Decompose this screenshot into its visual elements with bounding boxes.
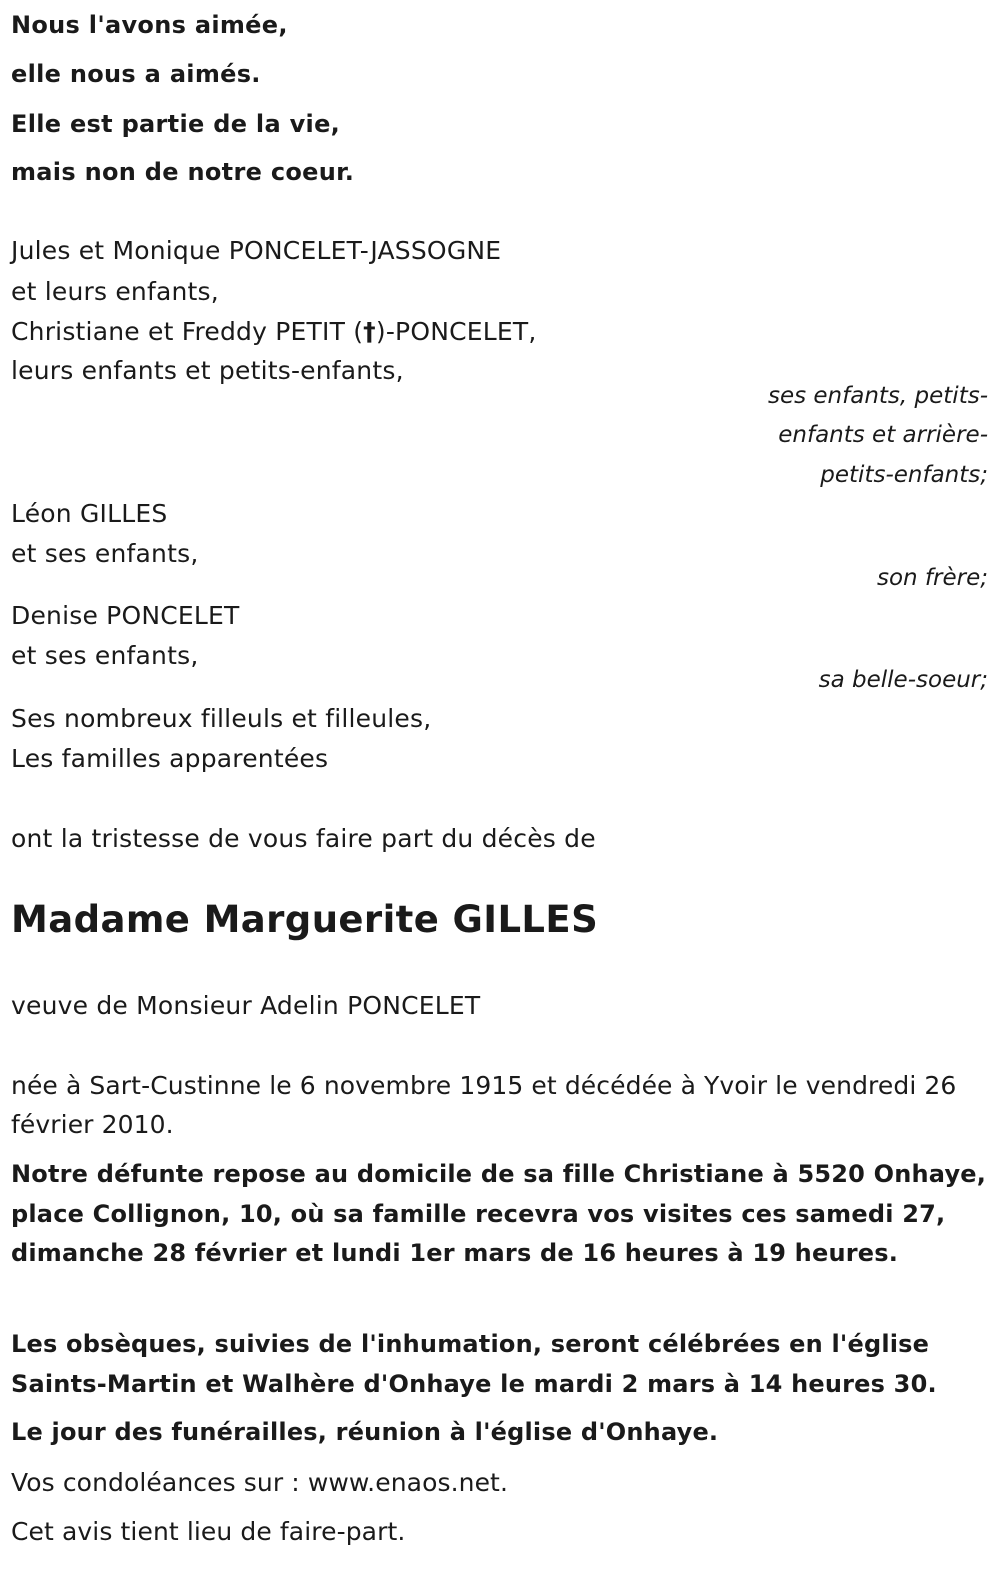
family-3-line-1: Denise PONCELET [11, 601, 240, 630]
family-3-relation: sa belle-soeur; [818, 667, 988, 693]
family-2-line-2: et ses enfants, [11, 539, 199, 568]
family-1-line-3 [11, 317, 537, 347]
poem-line-4: mais non de notre coeur. [11, 158, 355, 186]
deceased-name: Madame Marguerite GILLES [11, 898, 599, 941]
announcement-text: ont la tristesse de vous faire part du décès de [11, 824, 596, 853]
funeral-text: Les obsèques, suivies de l'inhumation, seront célébrées en l'église Saints-Martin et Walhère d'Onhaye le mardi 2 mars à 14 heures 30. [11, 1330, 937, 1398]
poem-line-3: Elle est partie de la vie, [11, 110, 341, 138]
family-4-line-2: Les familles apparentées [11, 744, 329, 773]
family-1-line-3-before: Christiane et Freddy PETIT ( [11, 317, 364, 346]
notice-text: Cet avis tient lieu de faire-part. [11, 1517, 406, 1546]
family-2-relation: son frère; [876, 565, 988, 591]
family-1-relation-line-1: ses enfants, petits- [767, 383, 988, 409]
family-1-line-3-after: )-PONCELET, [375, 317, 537, 346]
family-1-relation-line-3: petits-enfants; [820, 462, 988, 488]
visitation-text: Notre défunte repose au domicile de sa fille Christiane à 5520 Onhaye, place Collignon, 10, où sa famille recevra vos visites ces samedi 27, dimanche 28 février et lundi 1er mars de 16 heures à 19 heures. [11, 1160, 987, 1267]
deceased-cross-icon: † [363, 317, 376, 346]
family-1-line-4: leurs enfants et petits-enfants, [11, 356, 404, 385]
widow-of-text: veuve de Monsieur Adelin PONCELET [11, 991, 481, 1020]
condolences-text: Vos condoléances sur : www.enaos.net. [11, 1468, 509, 1497]
family-4-line-1: Ses nombreux filleuls et filleules, [11, 704, 432, 733]
family-1-line-2: et leurs enfants, [11, 277, 219, 306]
meeting-text: Le jour des funérailles, réunion à l'église d'Onhaye. [11, 1418, 719, 1446]
family-3-line-2: et ses enfants, [11, 641, 199, 670]
family-1-relation-line-2: enfants et arrière- [778, 422, 988, 448]
birth-death-text: née à Sart-Custinne le 6 novembre 1915 et décédée à Yvoir le vendredi 26 février 2010. [11, 1071, 957, 1139]
poem-line-1: Nous l'avons aimée, [11, 11, 288, 39]
family-1-line-1: Jules et Monique PONCELET-JASSOGNE [11, 236, 502, 265]
family-2-line-1: Léon GILLES [11, 499, 168, 528]
poem-line-2: elle nous a aimés. [11, 60, 261, 88]
